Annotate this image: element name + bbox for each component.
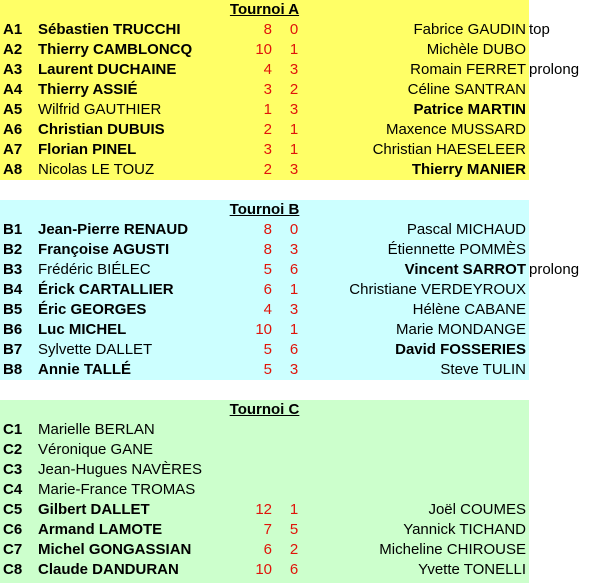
opponent-name[interactable]: Thierry MANIER [411,161,526,178]
score-player[interactable]: 2 [263,121,272,138]
row-code[interactable]: C6 [3,521,23,538]
score-opponent[interactable]: 5 [289,521,299,538]
row-code[interactable]: B1 [3,221,23,238]
score-opponent[interactable]: 1 [289,121,299,138]
score-player[interactable]: 8 [263,21,272,38]
opponent-name[interactable]: Yannick TICHAND [403,521,526,538]
section-tournoi-c [0,400,529,583]
row-code[interactable]: B2 [3,241,23,258]
player-name[interactable]: Sébastien TRUCCHI [38,21,181,38]
row-code[interactable]: C1 [3,421,23,438]
table-row [0,320,529,340]
score-player[interactable]: 6 [263,281,272,298]
opponent-name[interactable]: Michèle DUBO [426,41,526,58]
table-row [0,80,529,100]
score-player[interactable]: 10 [255,321,272,338]
opponent-name[interactable]: Pascal MICHAUD [406,221,526,238]
table-row [0,460,529,480]
score-player[interactable]: 6 [263,541,272,558]
table-row [0,560,529,580]
score-player[interactable]: 12 [255,501,272,518]
table-row [0,340,529,360]
player-name[interactable]: Érick CARTALLIER [38,281,174,298]
table-row [0,300,529,320]
opponent-name[interactable]: Micheline CHIROUSE [379,541,526,558]
section-rows [0,220,580,380]
table-row [0,520,529,540]
section-title[interactable]: Tournoi A [229,1,300,18]
table-row [0,480,529,500]
score-player[interactable]: 4 [263,301,272,318]
score-opponent[interactable]: 3 [289,61,299,78]
opponent-name[interactable]: Christiane VERDEYROUX [349,281,526,298]
row-code[interactable]: C4 [3,481,23,498]
player-name[interactable]: Armand LAMOTE [38,521,163,538]
row-code[interactable]: A1 [3,21,23,38]
score-player[interactable]: 10 [255,41,272,58]
table-row [0,220,529,240]
score-opponent[interactable]: 1 [289,501,299,518]
player-name[interactable]: Marie-France TROMAS [38,481,196,498]
opponent-name[interactable]: Maxence MUSSARD [385,121,526,138]
row-code[interactable]: B3 [3,261,23,278]
score-opponent[interactable]: 1 [289,321,299,338]
player-name[interactable]: Gilbert DALLET [38,501,150,518]
row-note[interactable]: prolong [529,61,580,78]
score-player[interactable]: 3 [263,81,272,98]
score-opponent[interactable]: 3 [289,301,299,318]
row-note[interactable]: top [529,21,550,38]
opponent-name[interactable]: Marie MONDANGE [395,321,526,338]
section-title[interactable]: Tournoi B [229,201,300,218]
score-player[interactable]: 2 [263,161,272,178]
row-code[interactable]: C3 [3,461,23,478]
score-opponent[interactable]: 6 [289,341,299,358]
player-name[interactable]: Véronique GANE [38,441,154,458]
player-name[interactable]: Claude DANDURAN [38,561,179,578]
row-code[interactable]: C5 [3,501,23,518]
table-row [0,420,529,440]
player-name[interactable]: Éric GEORGES [38,301,147,318]
opponent-name[interactable]: Fabrice GAUDIN [413,21,526,38]
score-opponent[interactable]: 3 [289,361,299,378]
table-row [0,260,580,280]
score-opponent[interactable]: 3 [289,101,299,118]
section-tournoi-b [0,200,580,380]
row-code[interactable]: A6 [3,121,23,138]
score-player[interactable]: 8 [263,241,272,258]
section-rows [0,420,529,580]
score-player[interactable]: 3 [263,141,272,158]
player-name[interactable]: Luc MICHEL [38,321,127,338]
player-name[interactable]: Laurent DUCHAINE [38,61,177,78]
row-code[interactable]: B7 [3,341,23,358]
table-row [0,540,529,560]
table-row [0,160,529,180]
row-code[interactable]: C8 [3,561,23,578]
player-name[interactable]: Michel GONGASSIAN [38,541,192,558]
opponent-name[interactable]: Christian HAESELEER [372,141,526,158]
row-code[interactable]: B4 [3,281,23,298]
player-name[interactable]: Florian PINEL [38,141,137,158]
score-opponent[interactable]: 0 [289,221,299,238]
row-code[interactable]: A7 [3,141,23,158]
player-name[interactable]: Thierry ASSIÉ [38,81,138,98]
score-opponent[interactable]: 1 [289,281,299,298]
opponent-name[interactable]: Céline SANTRAN [407,81,526,98]
player-name[interactable]: Marielle BERLAN [38,421,155,438]
row-code[interactable]: C7 [3,541,23,558]
table-row [0,120,529,140]
opponent-name[interactable]: Yvette TONELLI [418,561,526,578]
score-opponent[interactable]: 6 [289,261,299,278]
opponent-name[interactable]: Vincent SARROT [404,261,526,278]
player-name[interactable]: Frédéric BIÉLEC [38,261,151,278]
row-code[interactable]: A2 [3,41,23,58]
player-name[interactable]: Nicolas LE TOUZ [38,161,155,178]
player-name[interactable]: Annie TALLÉ [38,361,132,378]
score-player[interactable]: 5 [263,341,272,358]
table-row [0,100,529,120]
row-note[interactable]: prolong [529,261,580,278]
opponent-name[interactable]: Steve TULIN [440,361,526,378]
table-row [0,40,529,60]
player-name[interactable]: Jean-Hugues NAVÈRES [38,461,202,478]
row-code[interactable]: A4 [3,81,23,98]
score-opponent[interactable]: 3 [289,241,299,258]
opponent-name[interactable]: Joël COUMES [428,501,526,518]
row-code[interactable]: B6 [3,321,23,338]
score-player[interactable]: 1 [263,101,272,118]
section-title[interactable]: Tournoi C [229,401,300,418]
player-name[interactable]: Françoise AGUSTI [38,241,170,258]
row-code[interactable]: B8 [3,361,23,378]
score-opponent[interactable]: 0 [289,21,299,38]
score-player[interactable]: 5 [263,361,272,378]
player-name[interactable]: Jean-Pierre RENAUD [38,221,189,238]
section-tournoi-a [0,0,580,180]
row-code[interactable]: B5 [3,301,23,318]
table-row [0,20,550,40]
player-name[interactable]: Wilfrid GAUTHIER [38,101,162,118]
opponent-name[interactable]: Hélène CABANE [412,301,526,318]
row-code[interactable]: A3 [3,61,23,78]
score-player[interactable]: 5 [263,261,272,278]
table-row [0,60,580,80]
score-player[interactable]: 10 [255,561,272,578]
score-opponent[interactable]: 3 [289,161,299,178]
score-opponent[interactable]: 1 [289,141,299,158]
score-player[interactable]: 4 [263,61,272,78]
section-rows [0,20,580,180]
score-player[interactable]: 7 [263,521,272,538]
player-name[interactable]: Christian DUBUIS [38,121,165,138]
table-row [0,500,529,520]
score-opponent[interactable]: 1 [289,41,299,58]
row-code[interactable]: A8 [3,161,23,178]
row-code[interactable]: C2 [3,441,23,458]
table-row [0,280,529,300]
table-row [0,360,529,380]
score-opponent[interactable]: 6 [289,561,299,578]
score-player[interactable]: 8 [263,221,272,238]
score-opponent[interactable]: 2 [289,81,299,98]
table-row [0,440,529,460]
table-row [0,140,529,160]
player-name[interactable]: Thierry CAMBLONCQ [38,41,193,58]
opponent-name[interactable]: Patrice MARTIN [413,101,526,118]
opponent-name[interactable]: Romain FERRET [410,61,526,78]
opponent-name[interactable]: David FOSSERIES [395,341,526,358]
table-row [0,240,529,260]
player-name[interactable]: Sylvette DALLET [38,341,153,358]
score-opponent[interactable]: 2 [289,541,299,558]
row-code[interactable]: A5 [3,101,23,118]
opponent-name[interactable]: Étiennette POMMÈS [387,241,526,258]
